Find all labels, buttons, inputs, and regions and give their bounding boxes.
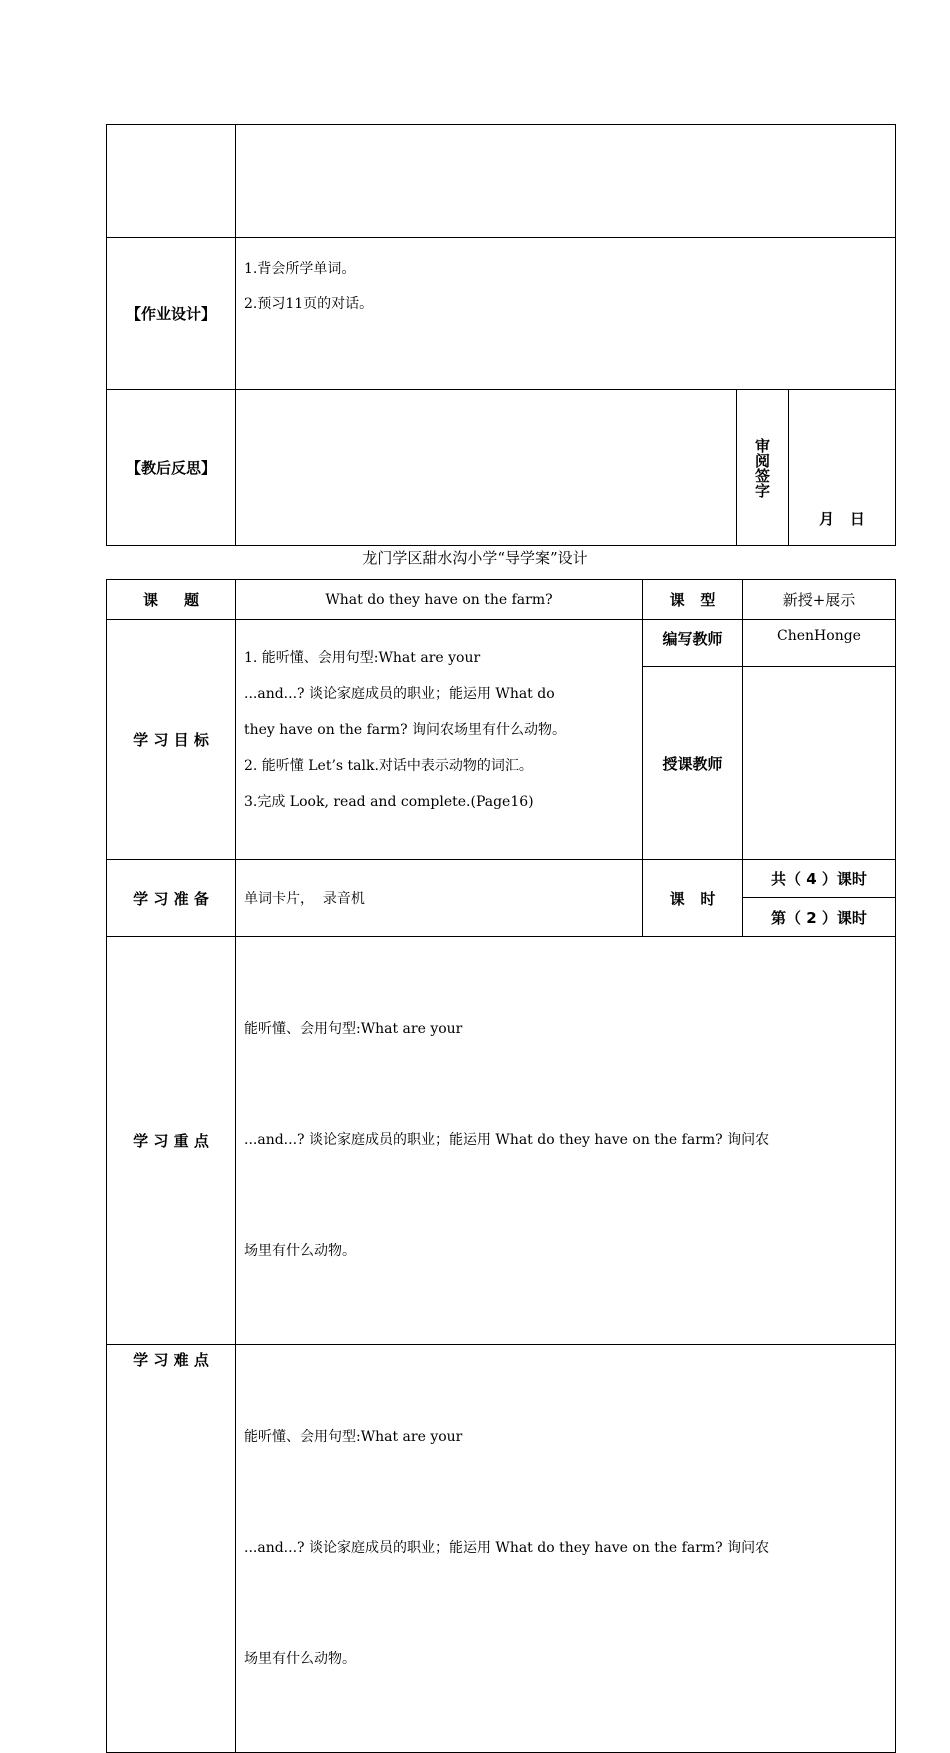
difficulty-content <box>236 1345 896 1753</box>
author-label: 编写教师 <box>643 620 743 667</box>
homework-content <box>236 238 896 390</box>
page-title: 龙门学区甜水沟小学“导学案”设计 <box>362 549 588 567</box>
key-label: 学 习 重 点 <box>107 937 236 1345</box>
topic-label: 课 题 <box>107 580 236 620</box>
reflection-table <box>106 124 896 546</box>
lesson-plan-table <box>106 579 896 1753</box>
review-sign-cell <box>737 390 789 546</box>
blank-content-cell <box>236 125 896 238</box>
lecturer-label: 授课教师 <box>643 667 743 860</box>
type-label: 课 型 <box>643 580 743 620</box>
goal-line-4: 2. 能听懂 Let’s talk.对话中表示动物的词汇。 <box>244 758 533 774</box>
date-cell <box>789 390 896 546</box>
key-line-3: 场里有什么动物。 <box>244 1243 356 1259</box>
key-line-1: 能听懂、会用句型:What are your <box>244 1021 463 1037</box>
goals-label: 学 习 目 标 <box>107 620 236 860</box>
goal-line-3: they have on the farm? 询问农场里有什么动物。 <box>244 722 567 738</box>
goal-line-1: 1. 能听懂、会用句型:What are your <box>244 650 481 666</box>
difficulty-line-2: ...and...? 谈论家庭成员的职业；能运用 What do they have on the farm? 询问农 <box>244 1540 770 1556</box>
prep-value: 单词卡片， 录音机 <box>236 860 643 937</box>
lecturer-value <box>743 667 896 860</box>
prep-label: 学 习 准 备 <box>107 860 236 937</box>
hours-total: 共（ 4 ）课时 <box>743 860 896 898</box>
difficulty-line-3: 场里有什么动物。 <box>244 1651 356 1667</box>
topic-value: What do they have on the farm? <box>236 580 643 620</box>
key-line-2: ...and...? 谈论家庭成员的职业；能运用 What do they have on the farm? 询问农 <box>244 1132 770 1148</box>
type-value: 新授+展示 <box>743 580 896 620</box>
homework-item-1: 1.背会所学单词。 <box>244 261 356 277</box>
hours-label: 课 时 <box>643 860 743 937</box>
reflection-content <box>236 390 737 546</box>
difficulty-label: 学 习 难 点 <box>107 1345 236 1753</box>
reflection-label: 【教后反思】 <box>107 390 236 546</box>
difficulty-line-1: 能听懂、会用句型:What are your <box>244 1429 463 1445</box>
goals-content <box>236 620 643 860</box>
review-sign-label: 审阅签字 <box>753 437 771 498</box>
goal-line-5: 3.完成 Look, read and complete.(Page16) <box>244 794 534 810</box>
month-day: 月 日 <box>819 510 865 528</box>
blank-label-cell <box>107 125 236 238</box>
homework-label: 【作业设计】 <box>107 238 236 390</box>
hours-current: 第（ 2 ）课时 <box>743 898 896 937</box>
homework-item-2: 2.预习11页的对话。 <box>244 296 374 312</box>
goal-line-2: ...and...? 谈论家庭成员的职业；能运用 What do <box>244 686 555 702</box>
author-value: ChenHonge <box>743 620 896 667</box>
key-content <box>236 937 896 1345</box>
